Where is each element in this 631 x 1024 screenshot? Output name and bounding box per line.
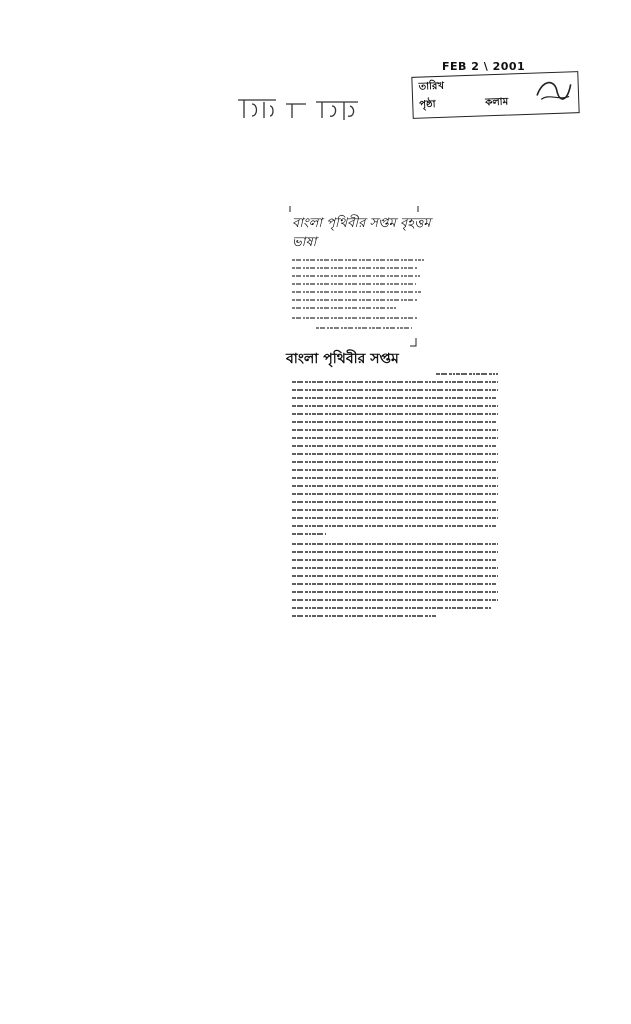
stamp-page-label: পৃষ্ঠা xyxy=(419,99,436,111)
article-headline-large: বাংলা পৃথিবীর সপ্তম xyxy=(286,351,399,367)
receipt-stamp xyxy=(412,60,582,120)
signature-scribble-icon xyxy=(532,76,573,107)
newspaper-masthead-logo xyxy=(236,92,366,124)
stamp-box xyxy=(411,71,579,119)
newspaper-clipping xyxy=(286,206,502,620)
stamp-date-label: তারিখ xyxy=(418,80,445,93)
article-body-text-image xyxy=(286,206,502,620)
stamp-column-label: কলাম xyxy=(485,96,509,109)
stamp-date: FEB 2 \ 2001 xyxy=(442,60,526,73)
article-headline-small: বাংলা পৃথিবীর সপ্তম বৃহত্তম ভাষা xyxy=(292,216,431,250)
